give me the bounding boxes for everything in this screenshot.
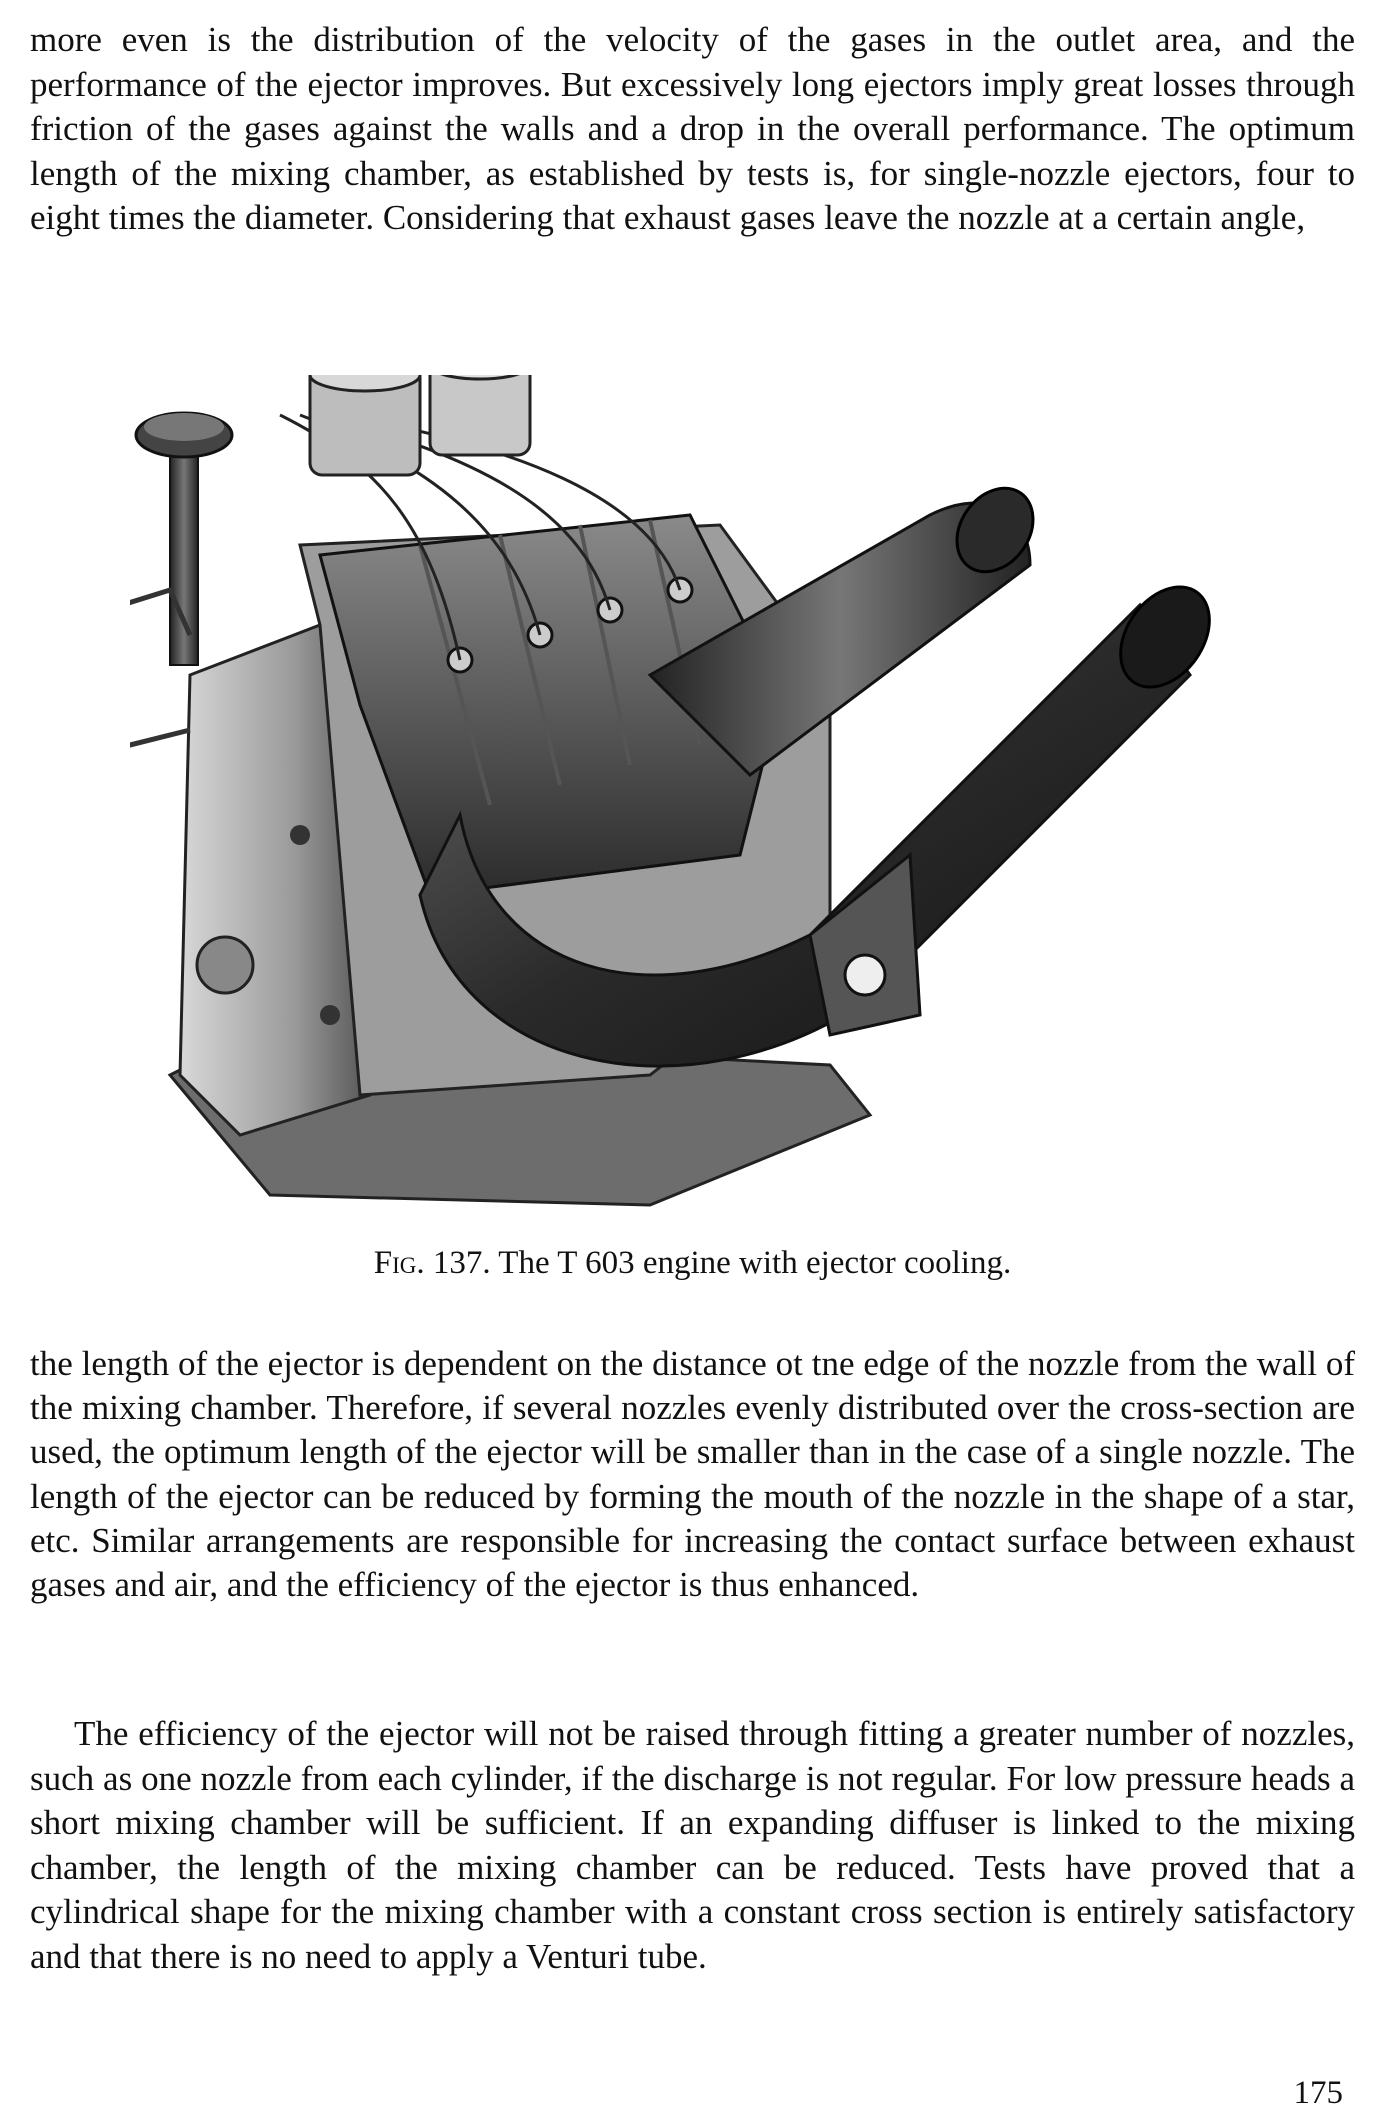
engine-figure: [130, 375, 1280, 1215]
figure-caption-text: 137. The T 603 engine with ejector cooling.: [432, 1245, 1012, 1281]
page-number: 175: [1293, 2075, 1343, 2111]
engine-photo: [130, 375, 1280, 1215]
paragraph-last: The efficiency of the ejector will not be raised through fitting a greater number of nozzles, such as one nozzle from each cylinder, if the discharge is not regular. For low pressure heads a short mixing chamber will be sufficient. If an expanding diffuser is linked to the mixing chamber, the length of the mixing chamber can be reduced. Tests have proved that a cylindrical shape for the mixing chamber with a constant cross section is entirely satisfactory and that there is no need to apply a Venturi tube.: [30, 1714, 1355, 1976]
figure-label: Fig.: [373, 1245, 425, 1281]
paragraph-top: more even is the distribution of the velocity of the gases in the outlet area, and the performance of the ejector improves. But excessively long ejectors imply great losses through friction of the gases against the walls and a drop in the overall performance. The optimum length of the mixing chamber, as established by tests is, for single-nozzle ejectors, four to eight times the diameter. Considering that exhaust gases leave the nozzle at a certain angle,: [30, 20, 1355, 238]
paragraph-middle: the length of the ejector is dependent on the distance ot tne edge of the nozzle from the wall of the mixing chamber. Therefore, if several nozzles evenly distributed over the cross-section are used, the optimum length of the ejector will be smaller than in the case of a single nozzle. The length of the ejector can be reduced by forming the mouth of the nozzle in the shape of a star, etc. Similar arrangements are responsible for increasing the contact surface between exhaust gases and air, and the efficiency of the ejector is thus enhanced.: [30, 1344, 1355, 1605]
figure-caption: [0, 1245, 1385, 1282]
